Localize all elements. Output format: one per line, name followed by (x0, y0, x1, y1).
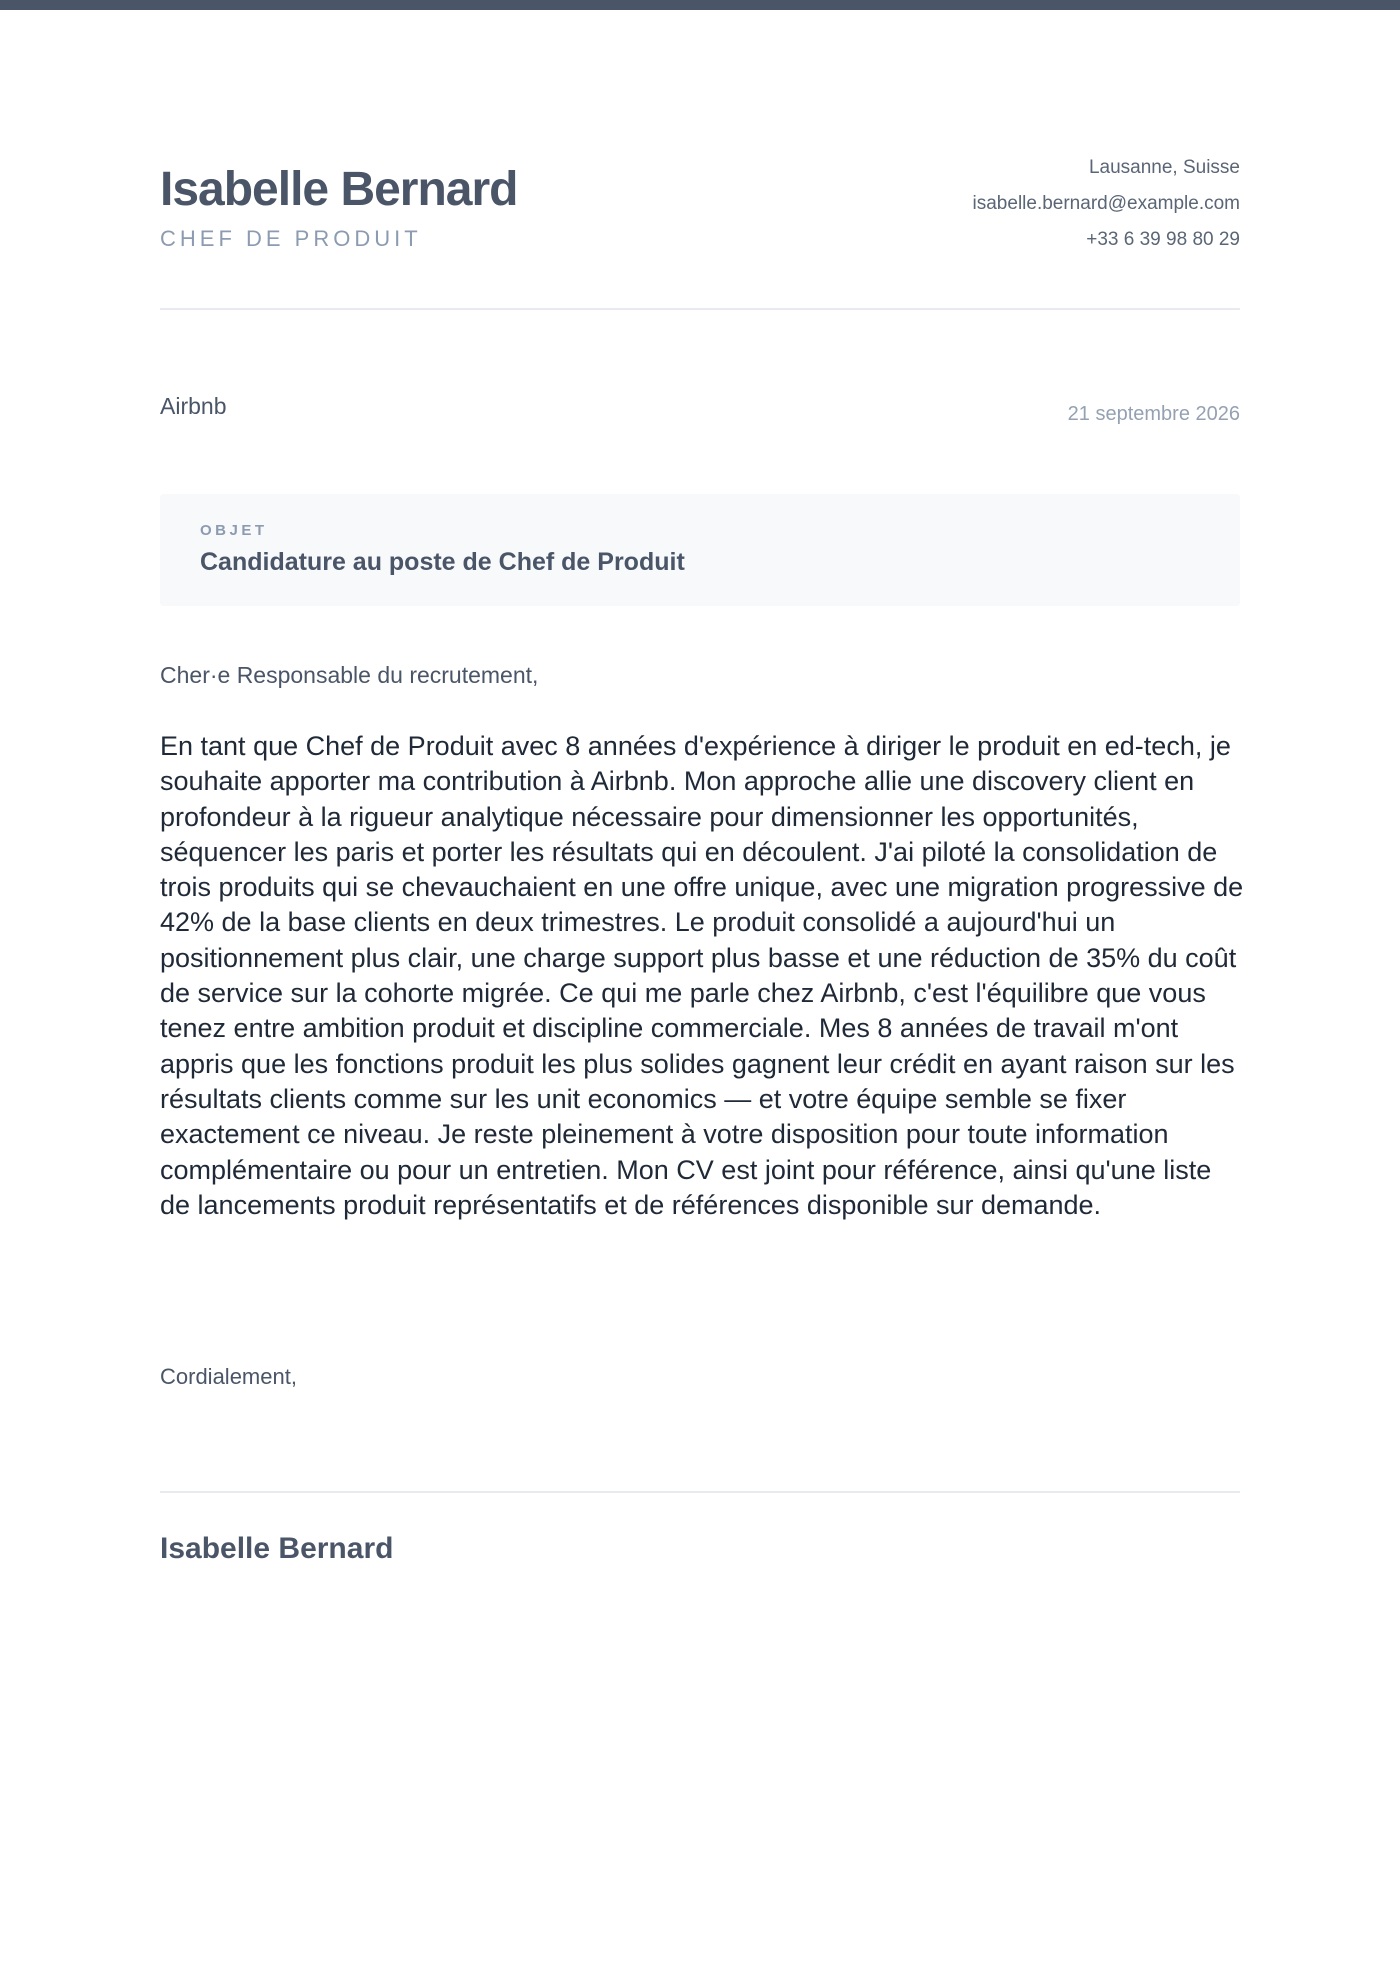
header-divider (160, 308, 1240, 310)
sender-email[interactable]: isabelle.bernard@example.com (972, 193, 1240, 214)
letter-header (160, 140, 1240, 260)
top-accent-bar (0, 0, 1400, 10)
signature-name: Isabelle Bernard (160, 1532, 394, 1565)
sender-phone[interactable]: +33 6 39 98 80 29 (1086, 229, 1240, 250)
sender-contact (973, 150, 1240, 258)
sender-role: CHEF DE PRODUIT (160, 226, 422, 251)
letter-body: En tant que Chef de Produit avec 8 années d'expérience à diriger le produit en ed-tech, je souhaite apporter ma contribution à Airbnb. Mon approche allie une discovery client en profondeur à la rigueur analytique nécessaire pour dimensionner les opportunités, séquencer les paris et porter les résultats qui en découlent. J'ai piloté la consolidation de trois produits qui se chevauchaient en une offre unique, avec une migration progressive de 42% de la base clients en deux trimestres. Le produit consolidé a aujourd'hui un positionnement plus clair, une charge support plus basse et une réduction de 35% du coût de service sur la cohorte migrée. Ce qui me parle chez Airbnb, c'est l'équilibre que vous tenez entre ambition produit et discipline commerciale. Mes 8 années de travail m'ont appris que les fonctions produit les plus solides gagnent leur crédit en ayant raison sur les résultats clients comme sur les unit economics — et votre équipe semble se fixer exactement ce niveau. Je reste pleinement à votre disposition pour toute information complémentaire ou pour un entretien. Mon CV est joint pour référence, ainsi qu'une liste de lancements produit représentatifs et de références disponible sur demande. (160, 731, 1244, 1220)
subject-box (160, 494, 1240, 606)
recipient-name: Airbnb (160, 393, 227, 419)
signature-divider (160, 1491, 1240, 1493)
sender-location: Lausanne, Suisse (1088, 157, 1240, 178)
letter-date: 21 septembre 2026 (1067, 403, 1240, 425)
greeting: Cher·e Responsable du recrutement, (160, 662, 539, 688)
subject-text: Candidature au poste de Chef de Produit (200, 548, 685, 576)
subject-label: OBJET (200, 522, 268, 539)
closing: Cordialement, (160, 1364, 297, 1389)
sender-name: Isabelle Bernard (160, 163, 518, 216)
